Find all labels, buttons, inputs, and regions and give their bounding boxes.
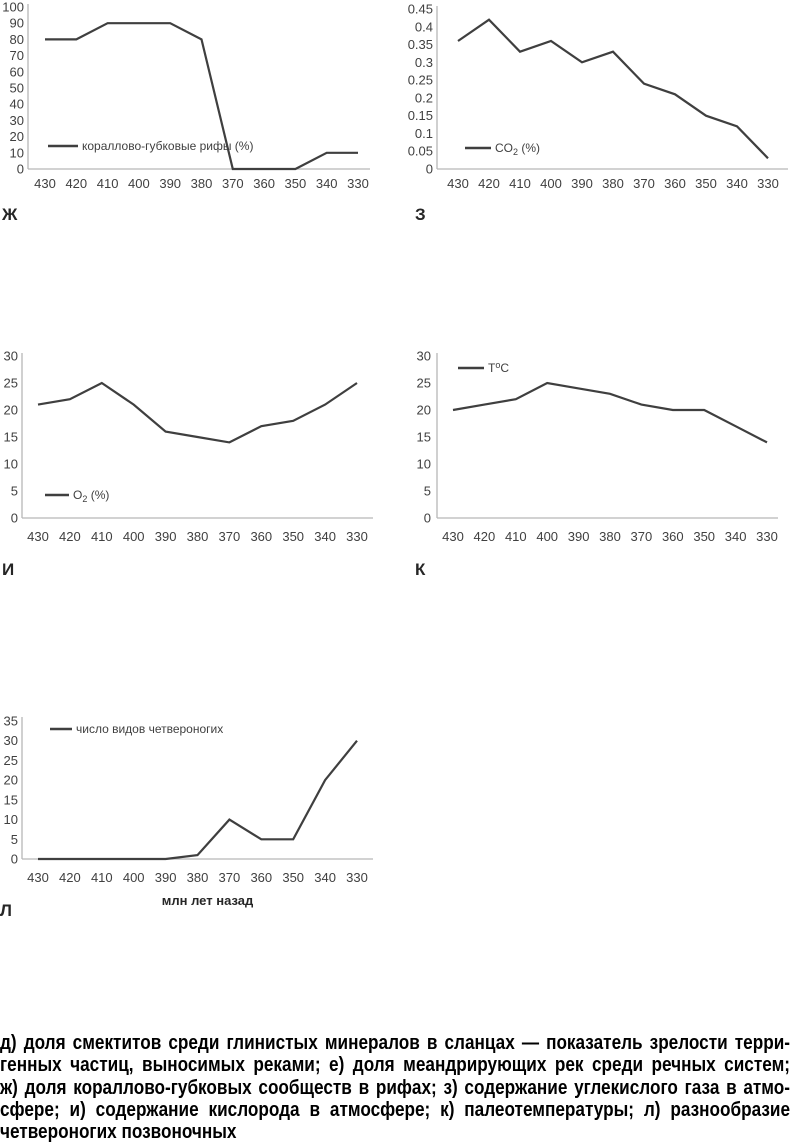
y-tick-label: 0: [10, 851, 18, 867]
x-tick-label: 330: [757, 176, 779, 191]
y-tick-label: 0: [423, 510, 431, 526]
y-tick-label: 0.2: [414, 90, 433, 106]
legend-label: $O_2$ (%): [73, 488, 110, 504]
x-tick-label: 350: [693, 529, 716, 544]
x-tick-label: 380: [599, 529, 621, 544]
legend-label: кораллово-губковые рифы (%): [82, 139, 254, 153]
panel-letter-zh: Ж: [2, 205, 18, 224]
x-tick-label: 420: [473, 529, 496, 544]
x-tick-label: 390: [159, 176, 182, 191]
o2-chart: [0, 345, 395, 550]
legend-label: $T^oC$: [488, 360, 510, 375]
x-tick-label: 380: [602, 176, 624, 191]
x-tick-label: 380: [186, 870, 209, 885]
x-tick-label: 430: [442, 529, 464, 544]
x-tick-label: 400: [122, 870, 145, 885]
y-tick-label: 20: [9, 129, 24, 145]
paleotemperature-chart: [395, 345, 790, 550]
y-tick-label: 10: [3, 456, 18, 472]
x-tick-label: 420: [65, 176, 88, 191]
x-tick-label: 370: [221, 176, 244, 191]
y-tick-label: 0: [10, 510, 18, 526]
x-tick-label: 430: [34, 176, 56, 191]
y-tick-label: 10: [9, 145, 24, 161]
y-tick-label: 10: [416, 456, 431, 472]
x-tick-label: 330: [756, 529, 778, 544]
x-tick-label: 420: [59, 529, 81, 544]
y-tick-label: 0.15: [407, 108, 433, 124]
x-tick-label: 430: [27, 529, 49, 544]
y-tick-label: 5: [10, 831, 18, 847]
x-tick-label: 420: [478, 176, 500, 191]
x-tick-label: 420: [59, 870, 81, 885]
x-tick-label: 340: [314, 529, 336, 544]
x-tick-label: 370: [630, 529, 653, 544]
y-tick-label: 15: [416, 429, 431, 445]
x-tick-label: 400: [536, 529, 559, 544]
x-tick-label: 380: [186, 529, 209, 544]
y-tick-label: 0: [425, 161, 433, 177]
y-tick-label: 100: [2, 0, 24, 15]
panel-letter-k: К: [415, 560, 426, 579]
panel-letter-i: И: [2, 560, 15, 579]
figure-caption: [0, 1032, 790, 1143]
y-tick-label: 90: [9, 15, 24, 31]
x-tick-label: 400: [128, 176, 150, 191]
y-tick-label: 20: [3, 772, 18, 788]
legend-label: $CO_2$ (%): [495, 141, 541, 157]
x-tick-label: 410: [90, 870, 113, 885]
x-tick-label: 430: [447, 176, 469, 191]
y-tick-label: 30: [416, 348, 431, 364]
y-tick-label: 25: [3, 375, 18, 391]
y-tick-label: 0.4: [414, 19, 433, 35]
caption-line: генных частиц, выносимых реками; е) доля меандрирующих рек среди речных систем;: [0, 1054, 790, 1077]
coral-sponge-reefs-chart: [0, 0, 395, 200]
x-tick-label: 410: [96, 176, 119, 191]
x-tick-label: 370: [218, 870, 241, 885]
x-tick-label: 360: [253, 176, 275, 191]
caption-line: сфере; и) содержание кислорода в атмосфере; к) палеотемпературы; л) разнообразие: [0, 1098, 790, 1121]
y-tick-label: 80: [9, 31, 24, 47]
y-tick-label: 40: [9, 96, 24, 112]
y-tick-label: 0.1: [414, 125, 433, 141]
legend-label: число видов четвероногих: [76, 722, 224, 736]
x-tick-label: 400: [122, 529, 145, 544]
y-tick-label: 10: [3, 812, 18, 828]
x-tick-label: 350: [282, 529, 305, 544]
y-tick-label: 20: [3, 402, 18, 418]
x-tick-label: 340: [314, 870, 336, 885]
y-tick-label: 30: [9, 112, 24, 128]
y-tick-label: 30: [3, 348, 18, 364]
caption-line: д) доля смектитов среди глинистых минералов в сланцах — показатель зрелости терри-: [0, 1032, 790, 1054]
caption-line: ж) доля кораллово-губковых сообществ в рифах; з) содержание углекислого газа в атмо-: [0, 1076, 790, 1099]
x-tick-label: 390: [154, 529, 177, 544]
y-tick-label: 50: [9, 80, 24, 96]
y-tick-label: 0.3: [414, 54, 433, 70]
y-tick-label: 60: [9, 64, 24, 80]
x-tick-label: 360: [250, 870, 273, 885]
y-tick-label: 5: [423, 483, 431, 499]
x-tick-label: 340: [726, 176, 748, 191]
x-tick-label: 400: [540, 176, 562, 191]
x-tick-label: 330: [347, 176, 369, 191]
co2-chart: [395, 0, 790, 200]
x-tick-label: 410: [509, 176, 531, 191]
x-tick-label: 370: [218, 529, 241, 544]
x-tick-label: 360: [661, 529, 684, 544]
series-line: [38, 741, 357, 859]
x-tick-label: 350: [282, 870, 305, 885]
x-tick-label: 350: [695, 176, 717, 191]
x-tick-label: 390: [567, 529, 590, 544]
x-tick-label: 410: [504, 529, 527, 544]
y-tick-label: 0.35: [407, 37, 433, 53]
y-tick-label: 5: [10, 483, 18, 499]
x-tick-label: 330: [346, 529, 368, 544]
y-tick-label: 0: [16, 161, 24, 177]
panel-letter-l: Л: [0, 901, 12, 920]
x-tick-label: 430: [27, 870, 49, 885]
series-line: [458, 20, 768, 159]
y-tick-label: 0.05: [407, 143, 433, 159]
x-tick-label: 380: [190, 176, 213, 191]
y-tick-label: 25: [416, 375, 431, 391]
series-line: [38, 383, 357, 442]
caption-line: четвероногих позвоночных: [0, 1121, 237, 1143]
y-tick-label: 0.45: [407, 1, 433, 17]
x-tick-label: 370: [633, 176, 655, 191]
x-tick-label: 340: [315, 176, 338, 191]
y-tick-label: 0.25: [407, 72, 433, 88]
x-tick-label: 360: [250, 529, 273, 544]
x-tick-label: 350: [284, 176, 307, 191]
y-tick-label: 25: [3, 752, 18, 768]
x-tick-label: 340: [724, 529, 747, 544]
x-tick-label: 330: [346, 870, 368, 885]
tetrapod-species-chart: [0, 705, 395, 917]
y-tick-label: 20: [416, 402, 431, 418]
y-tick-label: 70: [9, 48, 24, 64]
x-axis-title: млн лет назад: [161, 893, 254, 908]
y-tick-label: 35: [3, 713, 18, 729]
y-tick-label: 30: [3, 733, 18, 749]
y-tick-label: 15: [3, 792, 18, 808]
y-tick-label: 15: [3, 429, 18, 445]
x-tick-label: 390: [571, 176, 593, 191]
x-tick-label: 410: [90, 529, 113, 544]
panel-letter-z: З: [415, 205, 426, 224]
series-line: [453, 383, 767, 442]
x-tick-label: 360: [664, 176, 686, 191]
x-tick-label: 390: [154, 870, 177, 885]
